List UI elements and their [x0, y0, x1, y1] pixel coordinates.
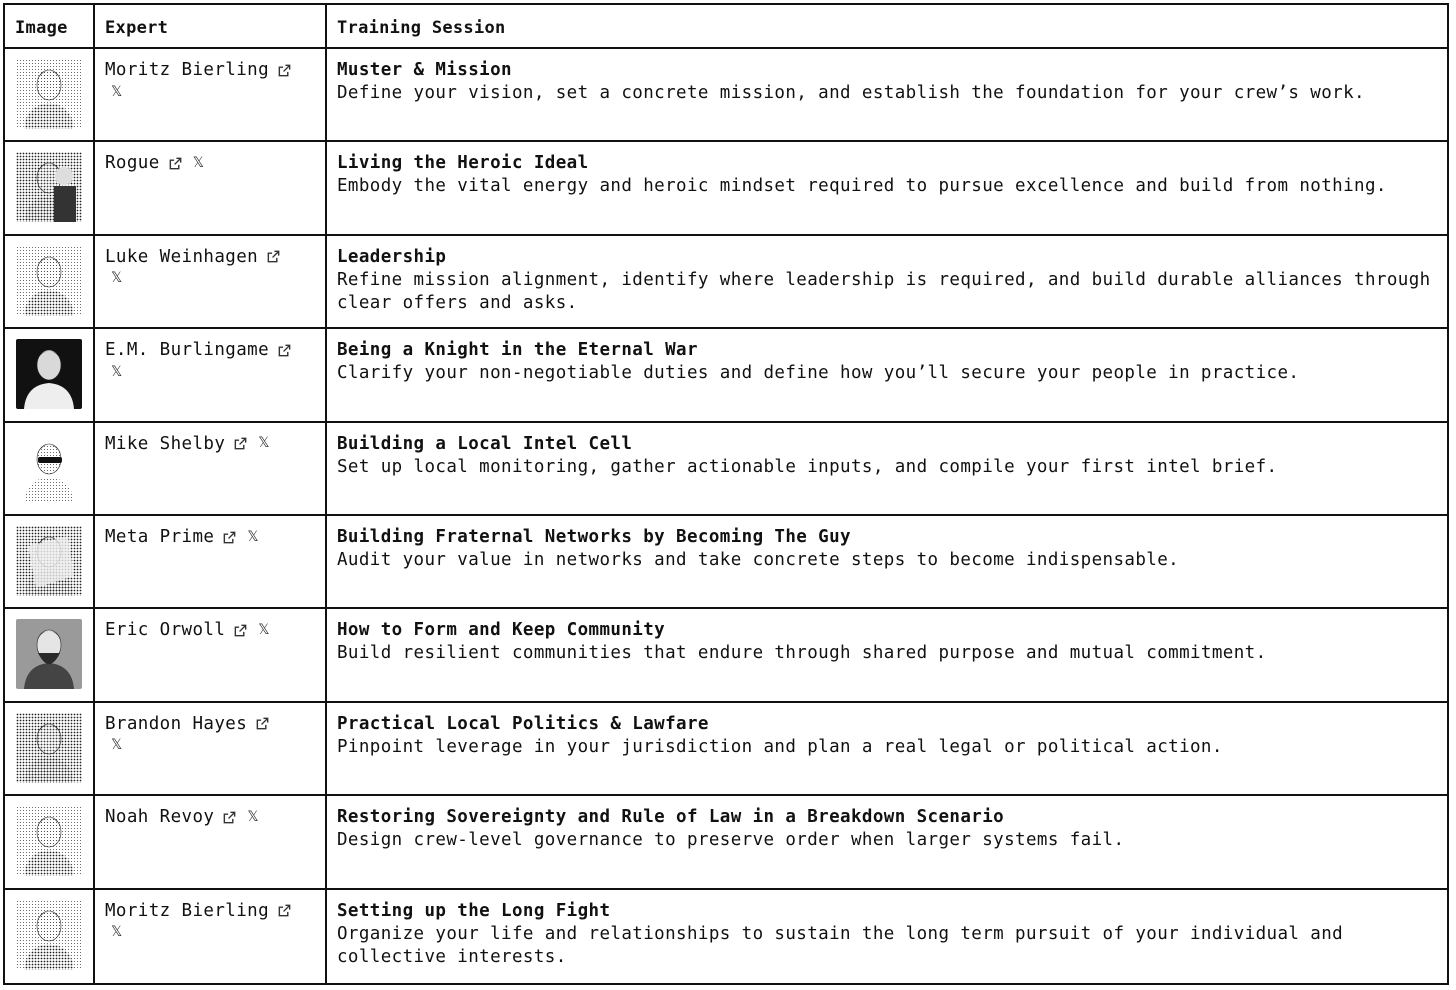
header-training-session: Training Session — [327, 5, 1447, 49]
avatar-man-glasses — [16, 246, 82, 316]
session-description: Organize your life and relationships to sustain the long term pursuit of your individual and collective interests. — [337, 923, 1344, 967]
expert-name: Moritz Bierling — [105, 900, 270, 921]
session-description: Set up local monitoring, gather actionable inputs, and compile your first intel brief. — [337, 456, 1278, 477]
external-link-icon[interactable] — [233, 623, 248, 638]
avatar-man-suit — [16, 713, 82, 783]
external-link-icon[interactable] — [255, 716, 270, 731]
training-session-cell — [327, 329, 1447, 422]
session-title: Leadership — [337, 246, 447, 267]
training-session-cell — [327, 609, 1447, 702]
avatar-group — [16, 152, 82, 222]
expert-image-cell — [5, 890, 95, 983]
expert-cell — [95, 142, 327, 235]
session-description: Embody the vital energy and heroic mindset required to pursue excellence and build from nothing. — [337, 176, 1387, 197]
header-expert: Expert — [95, 5, 327, 49]
avatar-man-jacket — [16, 806, 82, 876]
avatar-man-white-shirt — [16, 339, 82, 409]
session-title: Building a Local Intel Cell — [337, 433, 633, 454]
x-logo-icon[interactable]: 𝕏 — [247, 528, 259, 545]
training-session-cell — [327, 423, 1447, 516]
x-logo-icon[interactable]: 𝕏 — [258, 435, 270, 452]
session-title: Restoring Sovereignty and Rule of Law in a Breakdown Scenario — [337, 807, 1005, 828]
x-logo-icon[interactable]: 𝕏 — [258, 621, 270, 638]
session-title: Muster & Mission — [337, 60, 512, 80]
session-description: Refine mission alignment, identify where leadership is required, and build durable alliances through clear offers and asks. — [337, 269, 1431, 313]
expert-cell — [95, 516, 327, 609]
session-description: Design crew-level governance to preserve order when larger systems fail. — [337, 830, 1125, 851]
expert-name: Moritz Bierling — [105, 60, 270, 80]
expert-name: Meta Prime — [105, 527, 215, 547]
session-title: How to Form and Keep Community — [337, 620, 666, 641]
external-link-icon[interactable] — [222, 530, 237, 545]
session-description: Audit your value in networks and take concrete steps to become indispensable. — [337, 550, 1180, 570]
session-title: Being a Knight in the Eternal War — [337, 340, 698, 361]
avatar-bearded-man — [16, 619, 82, 689]
expert-name: Brandon Hayes — [105, 713, 248, 734]
expert-image-cell — [5, 236, 95, 329]
avatar-illustration — [16, 526, 82, 596]
session-title: Living the Heroic Ideal — [337, 153, 589, 174]
social-links-line — [105, 81, 315, 103]
expert-cell — [95, 890, 327, 983]
expert-name: Rogue — [105, 153, 160, 174]
external-link-icon[interactable] — [277, 903, 292, 918]
header-image: Image — [5, 5, 95, 49]
external-link-icon[interactable] — [277, 343, 292, 358]
expert-cell — [95, 49, 327, 142]
expert-name: Noah Revoy — [105, 807, 215, 828]
session-title: Building Fraternal Networks by Becoming The Guy — [337, 527, 851, 547]
experts-table — [3, 3, 1449, 985]
social-links-line — [105, 922, 315, 944]
session-description: Build resilient communities that endure through shared purpose and mutual commitment. — [337, 643, 1267, 664]
session-description: Clarify your non-negotiable duties and define how you’ll secure your people in practice. — [337, 363, 1300, 384]
social-links-line — [105, 361, 315, 383]
external-link-icon[interactable] — [222, 810, 237, 825]
x-logo-icon[interactable]: 𝕏 — [111, 737, 123, 754]
training-session-cell — [327, 796, 1447, 889]
expert-cell — [95, 796, 327, 889]
expert-cell — [95, 329, 327, 422]
external-link-icon[interactable] — [266, 249, 281, 264]
expert-image-cell — [5, 516, 95, 609]
social-links-line — [105, 735, 315, 757]
external-link-icon[interactable] — [233, 436, 248, 451]
expert-image-cell — [5, 49, 95, 142]
training-session-cell — [327, 890, 1447, 983]
x-logo-icon[interactable]: 𝕏 — [247, 808, 259, 825]
x-logo-icon[interactable]: 𝕏 — [192, 154, 204, 171]
x-logo-icon[interactable]: 𝕏 — [111, 363, 123, 380]
expert-image-cell — [5, 329, 95, 422]
training-session-cell — [327, 49, 1447, 142]
expert-name: E.M. Burlingame — [105, 340, 270, 361]
expert-cell — [95, 423, 327, 516]
session-description: Pinpoint leverage in your jurisdiction and plan a real legal or political action. — [337, 736, 1223, 757]
expert-image-cell — [5, 142, 95, 235]
expert-image-cell — [5, 609, 95, 702]
external-link-icon[interactable] — [277, 63, 292, 78]
training-session-cell — [327, 142, 1447, 235]
training-session-cell — [327, 516, 1447, 609]
social-links-line — [105, 268, 315, 290]
avatar-man-sunglasses — [16, 433, 82, 503]
session-title: Practical Local Politics & Lawfare — [337, 713, 709, 734]
expert-cell — [95, 703, 327, 796]
avatar-man-shirt — [16, 900, 82, 970]
avatar-man-shirt — [16, 59, 82, 129]
expert-name: Eric Orwoll — [105, 620, 226, 641]
training-session-cell — [327, 236, 1447, 329]
training-session-cell — [327, 703, 1447, 796]
session-title: Setting up the Long Fight — [337, 900, 611, 921]
external-link-icon[interactable] — [168, 156, 183, 171]
x-logo-icon[interactable]: 𝕏 — [111, 83, 123, 100]
expert-name: Mike Shelby — [105, 433, 226, 454]
x-logo-icon[interactable]: 𝕏 — [111, 270, 123, 287]
expert-cell — [95, 609, 327, 702]
expert-name: Luke Weinhagen — [105, 246, 259, 267]
expert-cell — [95, 236, 327, 329]
expert-image-cell — [5, 796, 95, 889]
expert-image-cell — [5, 703, 95, 796]
session-description: Define your vision, set a concrete mission, and establish the foundation for your crew’s work. — [337, 83, 1365, 103]
expert-image-cell — [5, 423, 95, 516]
x-logo-icon[interactable]: 𝕏 — [111, 924, 123, 941]
